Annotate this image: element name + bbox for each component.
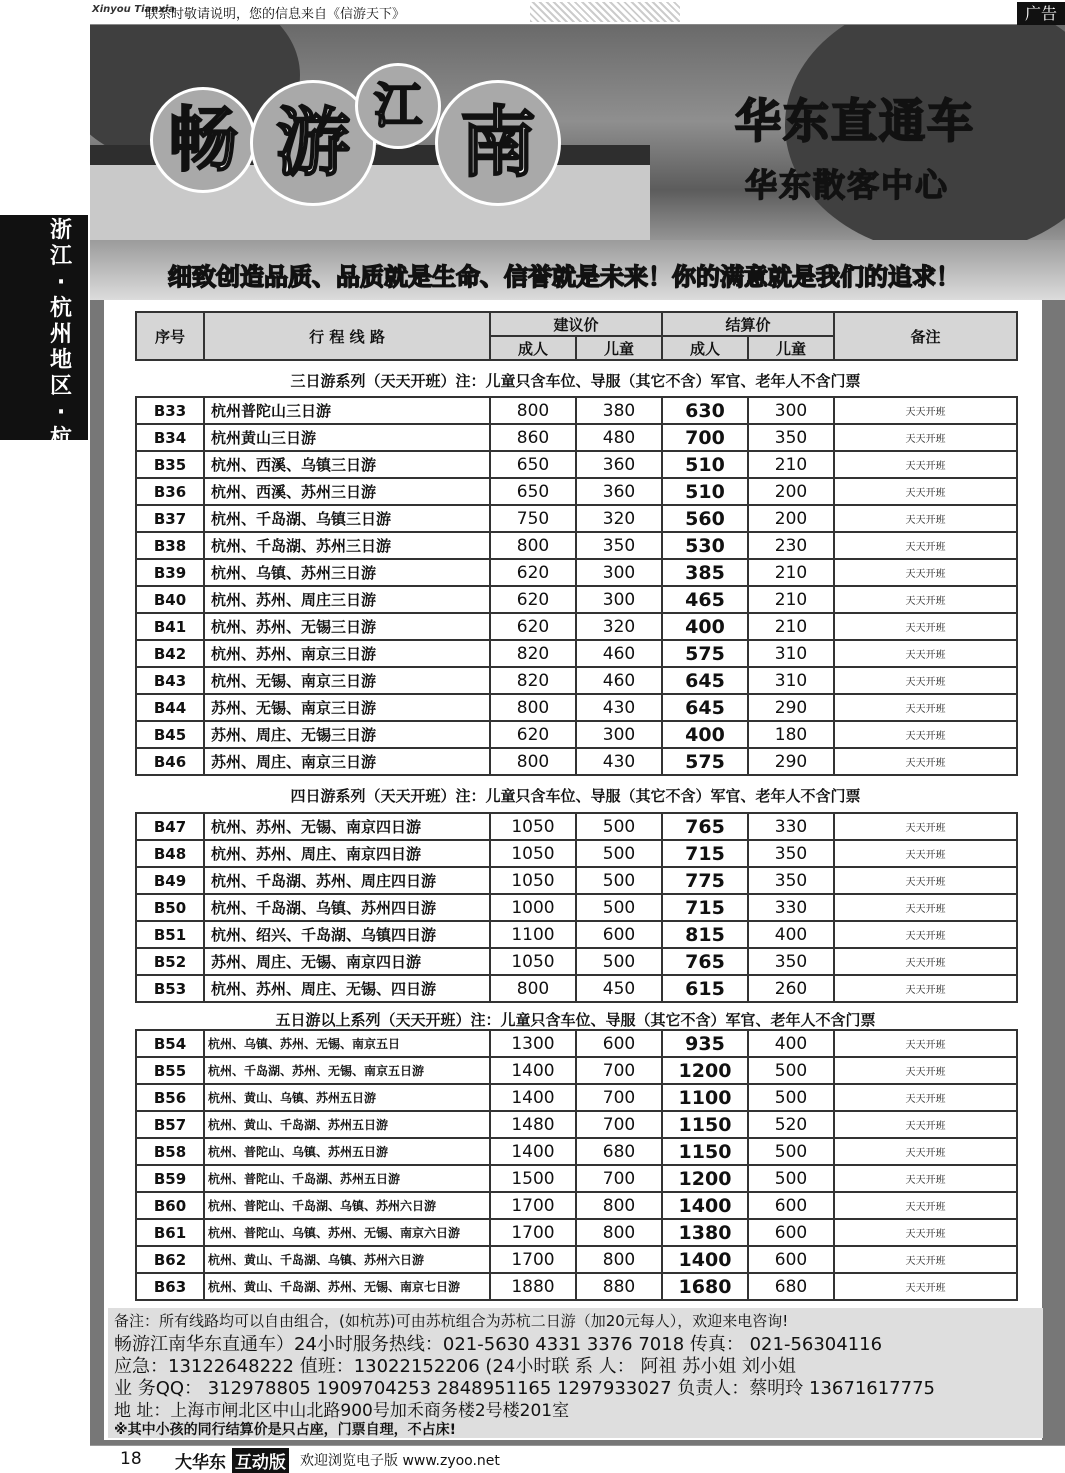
- table-row: [136, 1165, 1017, 1192]
- suggest-adult-price: 750: [490, 505, 576, 532]
- settle-adult-price: 400: [662, 613, 748, 640]
- table-row: [136, 1273, 1017, 1300]
- schedule-note: 天天开班: [834, 559, 1017, 586]
- schedule-note: 天天开班: [834, 1138, 1017, 1165]
- settle-child-price: 600: [748, 1219, 834, 1246]
- settle-adult-price: 1100: [662, 1084, 748, 1111]
- schedule-note: 天天开班: [834, 613, 1017, 640]
- suggest-adult-price: 1700: [490, 1246, 576, 1273]
- settle-adult-price: 645: [662, 694, 748, 721]
- route-code: B61: [136, 1219, 204, 1246]
- header-child: 儿童: [576, 336, 662, 360]
- settle-child-price: 230: [748, 532, 834, 559]
- table-row: [136, 867, 1017, 894]
- route-name: 杭州黄山三日游: [204, 424, 490, 451]
- settle-child-price: 260: [748, 975, 834, 1002]
- suggest-child-price: 430: [576, 694, 662, 721]
- settle-adult-price: 1380: [662, 1219, 748, 1246]
- settle-child-price: 600: [748, 1246, 834, 1273]
- route-name: 苏州、周庄、无锡、南京四日游: [204, 948, 490, 975]
- schedule-note: 天天开班: [834, 975, 1017, 1002]
- suggest-child-price: 680: [576, 1138, 662, 1165]
- table-row: [136, 1030, 1017, 1057]
- combination-note: 备注：所有线路均可以自由组合，(如杭苏)可由苏杭组合为苏杭二日游（加20元每人），欢迎来电咨询!: [114, 1312, 789, 1330]
- settle-child-price: 330: [748, 813, 834, 840]
- settle-child-price: 290: [748, 748, 834, 775]
- suggest-child-price: 600: [576, 1030, 662, 1057]
- table-row: [136, 424, 1017, 451]
- suggest-adult-price: 650: [490, 478, 576, 505]
- route-code: B52: [136, 948, 204, 975]
- header-child: 儿童: [748, 336, 834, 360]
- schedule-note: 天天开班: [834, 1084, 1017, 1111]
- settle-child-price: 330: [748, 894, 834, 921]
- suggest-adult-price: 620: [490, 586, 576, 613]
- suggest-adult-price: 650: [490, 451, 576, 478]
- route-name: 杭州、普陀山、乌镇、苏州五日游: [204, 1138, 490, 1165]
- suggest-child-price: 380: [576, 397, 662, 424]
- suggest-child-price: 300: [576, 721, 662, 748]
- series-title: 三日游系列（天天开班）注：儿童只含车位、导服（其它不含）军官、老年人不含门票: [290, 372, 861, 390]
- schedule-note: 天天开班: [834, 1165, 1017, 1192]
- website-link[interactable]: 欢迎浏览电子版 www.zyoo.net: [300, 1453, 500, 1469]
- schedule-note: 天天开班: [834, 667, 1017, 694]
- table-row: [136, 1192, 1017, 1219]
- route-name: 杭州、黄山、千岛湖、苏州五日游: [204, 1111, 490, 1138]
- header-adult: 成人: [490, 336, 576, 360]
- suggest-child-price: 700: [576, 1165, 662, 1192]
- table-row: [136, 559, 1017, 586]
- route-code: B39: [136, 559, 204, 586]
- route-code: B62: [136, 1246, 204, 1273]
- settle-child-price: 180: [748, 721, 834, 748]
- route-name: 杭州、黄山、乌镇、苏州五日游: [204, 1084, 490, 1111]
- table-row: [136, 813, 1017, 840]
- top-bar: [90, 0, 1065, 25]
- schedule-note: 天天开班: [834, 1246, 1017, 1273]
- route-code: B59: [136, 1165, 204, 1192]
- schedule-note: 天天开班: [834, 505, 1017, 532]
- settle-adult-price: 465: [662, 586, 748, 613]
- route-name: 杭州、普陀山、千岛湖、乌镇、苏州六日游: [204, 1192, 490, 1219]
- suggest-child-price: 700: [576, 1111, 662, 1138]
- sub-title: 华东散客中心: [745, 166, 950, 204]
- suggest-child-price: 300: [576, 586, 662, 613]
- settle-child-price: 680: [748, 1273, 834, 1300]
- settle-child-price: 400: [748, 921, 834, 948]
- suggest-child-price: 500: [576, 813, 662, 840]
- hotline: 畅游江南华东直通车）24小时服务热线：021-5630 4331 3376 7018 传真： 021-56304116: [114, 1334, 883, 1355]
- route-name: 苏州、无锡、南京三日游: [204, 694, 490, 721]
- settle-adult-price: 510: [662, 451, 748, 478]
- route-code: B34: [136, 424, 204, 451]
- settle-adult-price: 775: [662, 867, 748, 894]
- table-row: [136, 694, 1017, 721]
- schedule-note: 天天开班: [834, 840, 1017, 867]
- settle-child-price: 350: [748, 840, 834, 867]
- route-code: B51: [136, 921, 204, 948]
- title-char-4: 南: [435, 80, 561, 206]
- settle-child-price: 350: [748, 867, 834, 894]
- suggest-adult-price: 1050: [490, 840, 576, 867]
- settle-adult-price: 715: [662, 894, 748, 921]
- route-code: B56: [136, 1084, 204, 1111]
- table-row: [136, 1111, 1017, 1138]
- region-label: 浙江·杭州地区·杭州: [49, 218, 72, 477]
- settle-adult-price: 1200: [662, 1057, 748, 1084]
- settle-adult-price: 645: [662, 667, 748, 694]
- schedule-note: 天天开班: [834, 397, 1017, 424]
- schedule-note: 天天开班: [834, 532, 1017, 559]
- table-row: [136, 1219, 1017, 1246]
- suggest-child-price: 500: [576, 894, 662, 921]
- route-code: B60: [136, 1192, 204, 1219]
- header-settle: 结算价: [662, 312, 834, 336]
- route-name: 杭州、乌镇、苏州、无锡、南京五日: [204, 1030, 490, 1057]
- route-code: B40: [136, 586, 204, 613]
- suggest-adult-price: 860: [490, 424, 576, 451]
- schedule-note: 天天开班: [834, 721, 1017, 748]
- title-char-1: 畅: [150, 87, 256, 193]
- schedule-note: 天天开班: [834, 813, 1017, 840]
- route-name: 杭州、苏州、无锡、南京四日游: [204, 813, 490, 840]
- suggest-child-price: 800: [576, 1219, 662, 1246]
- bottom-bar: [90, 1445, 1065, 1473]
- route-name: 杭州、西溪、乌镇三日游: [204, 451, 490, 478]
- price-table-4day: [135, 812, 1018, 1003]
- suggest-adult-price: 1700: [490, 1219, 576, 1246]
- settle-child-price: 500: [748, 1165, 834, 1192]
- schedule-note: 天天开班: [834, 640, 1017, 667]
- table-row: [136, 640, 1017, 667]
- region-side-tab: [0, 215, 88, 477]
- route-name: 杭州、苏州、无锡三日游: [204, 613, 490, 640]
- suggest-child-price: 700: [576, 1057, 662, 1084]
- table-row: [136, 748, 1017, 775]
- settle-child-price: 310: [748, 667, 834, 694]
- settle-child-price: 200: [748, 505, 834, 532]
- route-name: 杭州、千岛湖、苏州三日游: [204, 532, 490, 559]
- route-code: B46: [136, 748, 204, 775]
- settle-adult-price: 575: [662, 748, 748, 775]
- settle-child-price: 210: [748, 613, 834, 640]
- settle-child-price: 210: [748, 586, 834, 613]
- settle-child-price: 400: [748, 1030, 834, 1057]
- suggest-child-price: 300: [576, 559, 662, 586]
- settle-adult-price: 530: [662, 532, 748, 559]
- suggest-child-price: 320: [576, 505, 662, 532]
- decorative-pattern: [530, 2, 680, 22]
- settle-adult-price: 385: [662, 559, 748, 586]
- suggest-child-price: 320: [576, 613, 662, 640]
- settle-adult-price: 1400: [662, 1246, 748, 1273]
- table-row: [136, 1246, 1017, 1273]
- route-code: B49: [136, 867, 204, 894]
- route-name: 杭州、黄山、千岛湖、苏州、无锡、南京七日游: [204, 1273, 490, 1300]
- schedule-note: 天天开班: [834, 748, 1017, 775]
- ad-tag: 广告: [1017, 2, 1065, 26]
- publisher-logo: Xinyou Tianxia: [92, 4, 175, 15]
- route-name: 杭州、普陀山、千岛湖、苏州五日游: [204, 1165, 490, 1192]
- table-row: [136, 451, 1017, 478]
- route-code: B58: [136, 1138, 204, 1165]
- route-code: B53: [136, 975, 204, 1002]
- settle-adult-price: 765: [662, 948, 748, 975]
- route-code: B57: [136, 1111, 204, 1138]
- source-note: 联系时敬请说明，您的信息来自《信游天下》: [145, 7, 406, 22]
- settle-child-price: 520: [748, 1111, 834, 1138]
- route-name: 杭州、苏州、周庄、南京四日游: [204, 840, 490, 867]
- settle-adult-price: 815: [662, 921, 748, 948]
- suggest-child-price: 500: [576, 948, 662, 975]
- settle-child-price: 300: [748, 397, 834, 424]
- child-price-note: ※其中小孩的同行结算价是只占座，门票自理，不占床!: [114, 1422, 456, 1438]
- schedule-note: 天天开班: [834, 586, 1017, 613]
- route-name: 杭州、无锡、南京三日游: [204, 667, 490, 694]
- series-title: 五日游以上系列（天天开班）注：儿童只含车位、导服（其它不含）军官、老年人不含门票: [275, 1011, 876, 1029]
- page-number: 18: [120, 1449, 142, 1469]
- route-name: 杭州、苏州、南京三日游: [204, 640, 490, 667]
- route-code: B44: [136, 694, 204, 721]
- table-row: [136, 721, 1017, 748]
- suggest-child-price: 800: [576, 1246, 662, 1273]
- suggest-adult-price: 1480: [490, 1111, 576, 1138]
- brand-name: 大华东: [175, 1453, 226, 1473]
- series-title: 四日游系列（天天开班）注：儿童只含车位、导服（其它不含）军官、老年人不含门票: [290, 787, 861, 805]
- suggest-adult-price: 1050: [490, 813, 576, 840]
- suggest-adult-price: 620: [490, 613, 576, 640]
- suggest-adult-price: 1700: [490, 1192, 576, 1219]
- route-name: 杭州、普陀山、乌镇、苏州、无锡、南京六日游: [204, 1219, 490, 1246]
- schedule-note: 天天开班: [834, 1030, 1017, 1057]
- table-row: [136, 1057, 1017, 1084]
- suggest-child-price: 800: [576, 1192, 662, 1219]
- table-row: [136, 478, 1017, 505]
- route-name: 杭州、黄山、千岛湖、乌镇、苏州六日游: [204, 1246, 490, 1273]
- suggest-adult-price: 800: [490, 532, 576, 559]
- suggest-adult-price: 800: [490, 975, 576, 1002]
- route-code: B63: [136, 1273, 204, 1300]
- schedule-note: 天天开班: [834, 948, 1017, 975]
- table-row: [136, 667, 1017, 694]
- settle-adult-price: 575: [662, 640, 748, 667]
- suggest-adult-price: 1500: [490, 1165, 576, 1192]
- table-row: [136, 1138, 1017, 1165]
- edition-badge: 互动版: [232, 1448, 289, 1473]
- table-row: [136, 613, 1017, 640]
- route-name: 杭州、千岛湖、苏州、无锡、南京五日游: [204, 1057, 490, 1084]
- route-code: B38: [136, 532, 204, 559]
- slogan: 细致创造品质、品质就是生命、信誉就是未来！你的满意就是我们的追求！: [168, 262, 960, 291]
- route-name: 杭州、西溪、苏州三日游: [204, 478, 490, 505]
- schedule-note: 天天开班: [834, 694, 1017, 721]
- table-row: [136, 586, 1017, 613]
- table-row: [136, 894, 1017, 921]
- table-row: [136, 840, 1017, 867]
- settle-adult-price: 715: [662, 840, 748, 867]
- settle-adult-price: 935: [662, 1030, 748, 1057]
- suggest-child-price: 460: [576, 667, 662, 694]
- settle-adult-price: 700: [662, 424, 748, 451]
- table-row: [136, 532, 1017, 559]
- settle-child-price: 350: [748, 424, 834, 451]
- header-adult: 成人: [662, 336, 748, 360]
- suggest-child-price: 430: [576, 748, 662, 775]
- title-char-3: 江: [355, 63, 441, 149]
- suggest-child-price: 360: [576, 478, 662, 505]
- suggest-child-price: 600: [576, 921, 662, 948]
- route-code: B55: [136, 1057, 204, 1084]
- table-row: [136, 975, 1017, 1002]
- route-code: B42: [136, 640, 204, 667]
- table-row: [136, 921, 1017, 948]
- schedule-note: 天天开班: [834, 1192, 1017, 1219]
- route-name: 杭州、苏州、周庄三日游: [204, 586, 490, 613]
- route-code: B41: [136, 613, 204, 640]
- route-name: 杭州、乌镇、苏州三日游: [204, 559, 490, 586]
- schedule-note: 天天开班: [834, 1273, 1017, 1300]
- settle-adult-price: 1150: [662, 1111, 748, 1138]
- header-suggest: 建议价: [490, 312, 662, 336]
- settle-adult-price: 615: [662, 975, 748, 1002]
- settle-adult-price: 400: [662, 721, 748, 748]
- schedule-note: 天天开班: [834, 921, 1017, 948]
- route-name: 杭州、千岛湖、乌镇、苏州四日游: [204, 894, 490, 921]
- schedule-note: 天天开班: [834, 478, 1017, 505]
- suggest-adult-price: 1400: [490, 1057, 576, 1084]
- suggest-child-price: 460: [576, 640, 662, 667]
- table-row: [136, 948, 1017, 975]
- settle-child-price: 500: [748, 1138, 834, 1165]
- brand: [175, 1448, 289, 1473]
- route-name: 杭州、千岛湖、乌镇三日游: [204, 505, 490, 532]
- route-name: 杭州普陀山三日游: [204, 397, 490, 424]
- address: 地 址：上海市闸北区中山北路900号加禾商务楼2号楼201室: [114, 1401, 570, 1421]
- suggest-adult-price: 1400: [490, 1138, 576, 1165]
- suggest-child-price: 360: [576, 451, 662, 478]
- route-code: B37: [136, 505, 204, 532]
- emergency-contacts: 应急：13122648222 值班：13022152206 (24小时联 系 人： 阿祖 苏小姐 刘小姐: [114, 1356, 796, 1377]
- suggest-child-price: 500: [576, 840, 662, 867]
- suggest-child-price: 500: [576, 867, 662, 894]
- settle-adult-price: 630: [662, 397, 748, 424]
- suggest-adult-price: 1050: [490, 867, 576, 894]
- route-name: 苏州、周庄、南京三日游: [204, 748, 490, 775]
- route-name: 杭州、苏州、周庄、无锡、四日游: [204, 975, 490, 1002]
- route-code: B43: [136, 667, 204, 694]
- settle-child-price: 210: [748, 451, 834, 478]
- route-code: B33: [136, 397, 204, 424]
- suggest-adult-price: 800: [490, 694, 576, 721]
- schedule-note: 天天开班: [834, 894, 1017, 921]
- route-name: 杭州、千岛湖、苏州、周庄四日游: [204, 867, 490, 894]
- suggest-adult-price: 820: [490, 667, 576, 694]
- suggest-adult-price: 800: [490, 748, 576, 775]
- route-name: 苏州、周庄、无锡三日游: [204, 721, 490, 748]
- suggest-child-price: 350: [576, 532, 662, 559]
- settle-child-price: 310: [748, 640, 834, 667]
- qq-contacts: 业 务QQ： 312978805 1909704253 2848951165 1297933027 负责人：蔡明玲 13671617775: [114, 1378, 935, 1399]
- price-table-header: [135, 311, 1018, 361]
- suggest-adult-price: 1100: [490, 921, 576, 948]
- settle-adult-price: 510: [662, 478, 748, 505]
- route-code: B54: [136, 1030, 204, 1057]
- settle-child-price: 500: [748, 1084, 834, 1111]
- route-code: B45: [136, 721, 204, 748]
- settle-child-price: 350: [748, 948, 834, 975]
- settle-adult-price: 1400: [662, 1192, 748, 1219]
- schedule-note: 天天开班: [834, 867, 1017, 894]
- settle-adult-price: 1200: [662, 1165, 748, 1192]
- hero-banner: [90, 25, 1065, 300]
- header-route: 行 程 线 路: [204, 312, 490, 360]
- header-code: 序号: [136, 312, 204, 360]
- main-title: 华东直通车: [735, 94, 975, 148]
- schedule-note: 天天开班: [834, 451, 1017, 478]
- route-code: B36: [136, 478, 204, 505]
- route-code: B47: [136, 813, 204, 840]
- table-row: [136, 397, 1017, 424]
- suggest-child-price: 480: [576, 424, 662, 451]
- price-table-3day: [135, 396, 1018, 776]
- settle-adult-price: 560: [662, 505, 748, 532]
- suggest-adult-price: 800: [490, 397, 576, 424]
- suggest-adult-price: 1000: [490, 894, 576, 921]
- suggest-child-price: 880: [576, 1273, 662, 1300]
- settle-child-price: 290: [748, 694, 834, 721]
- settle-child-price: 600: [748, 1192, 834, 1219]
- route-code: B48: [136, 840, 204, 867]
- suggest-child-price: 700: [576, 1084, 662, 1111]
- suggest-adult-price: 1880: [490, 1273, 576, 1300]
- suggest-adult-price: 620: [490, 559, 576, 586]
- suggest-child-price: 450: [576, 975, 662, 1002]
- route-name: 杭州、绍兴、千岛湖、乌镇四日游: [204, 921, 490, 948]
- settle-child-price: 210: [748, 559, 834, 586]
- header-note: 备注: [834, 312, 1017, 360]
- table-row: [136, 505, 1017, 532]
- table-row: [136, 1084, 1017, 1111]
- settle-child-price: 200: [748, 478, 834, 505]
- settle-adult-price: 765: [662, 813, 748, 840]
- suggest-adult-price: 1300: [490, 1030, 576, 1057]
- route-code: B35: [136, 451, 204, 478]
- suggest-adult-price: 620: [490, 721, 576, 748]
- title-char-2: 游: [250, 80, 376, 206]
- schedule-note: 天天开班: [834, 1111, 1017, 1138]
- route-code: B50: [136, 894, 204, 921]
- settle-adult-price: 1680: [662, 1273, 748, 1300]
- price-table-5day: [135, 1029, 1018, 1301]
- suggest-adult-price: 1400: [490, 1084, 576, 1111]
- suggest-adult-price: 1050: [490, 948, 576, 975]
- schedule-note: 天天开班: [834, 424, 1017, 451]
- settle-child-price: 500: [748, 1057, 834, 1084]
- suggest-adult-price: 820: [490, 640, 576, 667]
- settle-adult-price: 1150: [662, 1138, 748, 1165]
- schedule-note: 天天开班: [834, 1219, 1017, 1246]
- schedule-note: 天天开班: [834, 1057, 1017, 1084]
